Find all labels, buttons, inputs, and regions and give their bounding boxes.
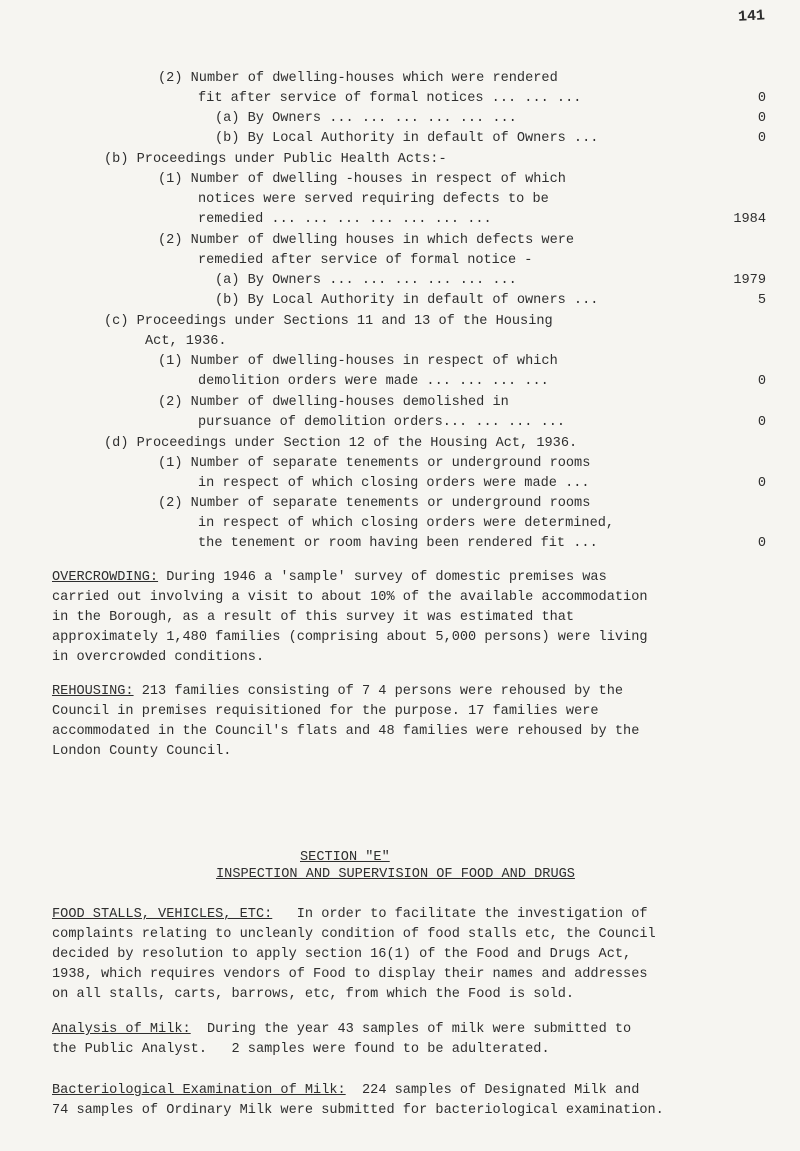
sec-c-item2-line1: (2) Number of dwelling-houses demolished in [158, 395, 509, 410]
item-b2-b: (b) By Local Authority in default of Owners ... [215, 131, 599, 146]
section-e-subtitle: INSPECTION AND SUPERVISION OF FOOD AND DRUGS [216, 867, 575, 882]
overcrowding-line1: OVERCROWDING: During 1946 a 'sample' survey of domestic premises was [52, 570, 607, 585]
value-sec-c-item1: 0 [757, 374, 766, 389]
section-c-line1: (c) Proceedings under Sections 11 and 13 of the Housing [104, 314, 553, 329]
value-b2-a: 0 [757, 111, 766, 126]
bacteriological-line1: Bacteriological Examination of Milk: 224 samples of Designated Milk and [52, 1083, 640, 1098]
rehousing-line1: REHOUSING: 213 families consisting of 7 4 persons were rehoused by the [52, 684, 624, 699]
sec-b-item2-b: (b) By Local Authority in default of owners ... [215, 293, 599, 308]
value-sec-b-item2-a: 1979 [733, 273, 766, 288]
overcrowding-line5: in overcrowded conditions. [52, 650, 265, 665]
value-sec-d-item1: 0 [757, 476, 766, 491]
section-b-heading: (b) Proceedings under Public Health Acts:- [104, 152, 447, 167]
section-d-heading: (d) Proceedings under Section 12 of the Housing Act, 1936. [104, 436, 578, 451]
value-sec-c-item2: 0 [757, 415, 766, 430]
value-sec-d-item2: 0 [757, 536, 766, 551]
food-stalls-label: FOOD STALLS, VEHICLES, ETC: [52, 907, 273, 922]
overcrowding-line4: approximately 1,480 families (comprising about 5,000 persons) were living [52, 630, 648, 645]
item-b2-a: (a) By Owners ... ... ... ... ... ... [215, 111, 517, 126]
value-sec-b-item1: 1984 [733, 212, 766, 227]
rehousing-line3: accommodated in the Council's flats and 48 families were rehoused by the [52, 724, 640, 739]
sec-b-item1-line1: (1) Number of dwelling -houses in respect of which [158, 172, 566, 187]
food-stalls-line1: FOOD STALLS, VEHICLES, ETC: In order to facilitate the investigation of [52, 907, 648, 922]
value-sec-b-item2-b: 5 [757, 293, 766, 308]
sec-b-item2-line1: (2) Number of dwelling houses in which defects were [158, 233, 575, 248]
section-c-line2: Act, 1936. [145, 334, 227, 349]
rehousing-label: REHOUSING: [52, 684, 134, 699]
item-b2-line2: fit after service of formal notices ... ... ... [198, 91, 582, 106]
overcrowding-label: OVERCROWDING: [52, 570, 159, 585]
sec-b-item1-line3: remedied ... ... ... ... ... ... ... [198, 212, 492, 227]
overcrowding-line3: in the Borough, as a result of this survey it was estimated that [52, 610, 575, 625]
item-b2-line1: (2) Number of dwelling-houses which were rendered [158, 71, 558, 86]
sec-d-item2-line3: the tenement or room having been rendered fit ... [198, 536, 598, 551]
sec-b-item1-line2: notices were served requiring defects to be [198, 192, 549, 207]
bacteriological-line2: 74 samples of Ordinary Milk were submitted for bacteriological examination. [52, 1103, 664, 1118]
milk-analysis-line2: the Public Analyst. 2 samples were found to be adulterated. [52, 1042, 550, 1057]
milk-analysis-label: Analysis of Milk: [52, 1022, 191, 1037]
sec-b-item2-line2: remedied after service of formal notice - [198, 253, 533, 268]
rehousing-line4: London County Council. [52, 744, 232, 759]
food-stalls-line2: complaints relating to uncleanly condition of food stalls etc, the Council [52, 927, 656, 942]
bacteriological-label: Bacteriological Examination of Milk: [52, 1083, 346, 1098]
overcrowding-line2: carried out involving a visit to about 10% of the available accommodation [52, 590, 648, 605]
sec-d-item2-line2: in respect of which closing orders were determined, [198, 516, 615, 531]
sec-c-item2-line2: pursuance of demolition orders... ... ... ... [198, 415, 566, 430]
value-b2-b: 0 [757, 131, 766, 146]
rehousing-line2: Council in premises requisitioned for the purpose. 17 families were [52, 704, 599, 719]
food-stalls-line4: 1938, which requires vendors of Food to display their names and addresses [52, 967, 648, 982]
food-stalls-line5: on all stalls, carts, barrows, etc, from which the Food is sold. [52, 987, 575, 1002]
sec-d-item1-line2: in respect of which closing orders were made ... [198, 476, 590, 491]
value-b2: 0 [757, 91, 766, 106]
sec-c-item1-line1: (1) Number of dwelling-houses in respect of which [158, 354, 558, 369]
sec-d-item1-line1: (1) Number of separate tenements or underground rooms [158, 456, 591, 471]
sec-b-item2-a: (a) By Owners ... ... ... ... ... ... [215, 273, 517, 288]
sec-d-item2-line1: (2) Number of separate tenements or underground rooms [158, 496, 591, 511]
page-number: 141 [737, 7, 766, 26]
section-e-title: SECTION "E" [300, 850, 390, 865]
sec-c-item1-line2: demolition orders were made ... ... ... ... [198, 374, 549, 389]
milk-analysis-line1: Analysis of Milk: During the year 43 samples of milk were submitted to [52, 1022, 632, 1037]
food-stalls-line3: decided by resolution to apply section 16(1) of the Food and Drugs Act, [52, 947, 632, 962]
